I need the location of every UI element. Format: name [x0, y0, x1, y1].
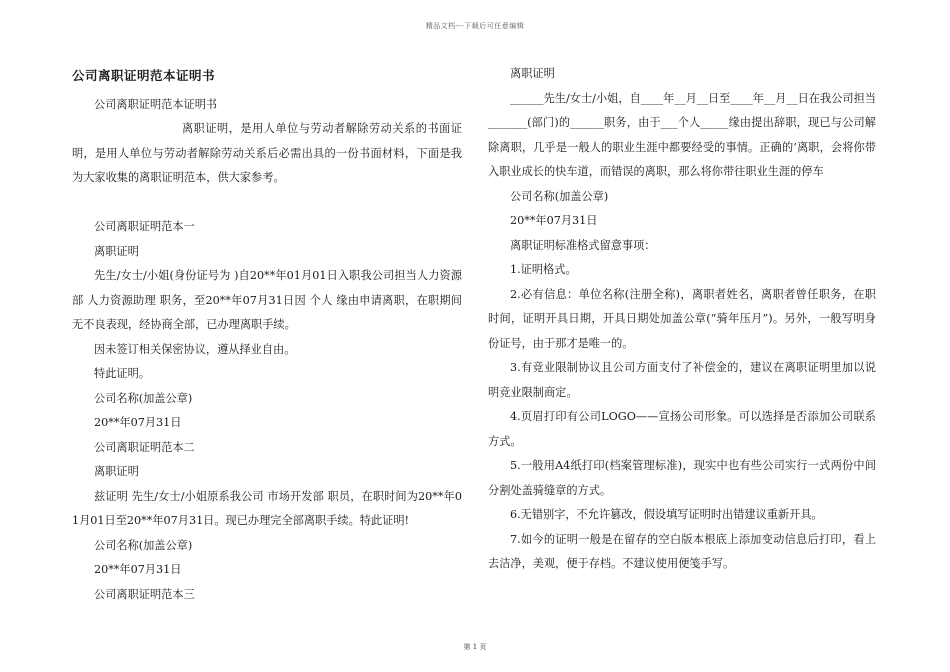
left-column: [72, 60, 462, 607]
section-2-company: 公司名称(加盖公章): [94, 538, 193, 552]
right-company: 公司名称(加盖公章): [510, 189, 609, 203]
notes-heading: 离职证明标准格式留意事项：: [510, 238, 656, 252]
note-item-3: 3.有竞业限制协议且公司方面支付了补偿金的，建议在离职证明里加以说明竞业限制商定。: [488, 361, 876, 399]
section-1-heading: 公司离职证明范本一: [94, 220, 195, 233]
page-number: 第 1 页: [463, 643, 487, 651]
section-1-company: 公司名称(加盖公章): [94, 391, 193, 405]
note-item-1: 1.证明格式。: [510, 263, 577, 276]
section-1-date: 20**年07月31日: [94, 416, 182, 429]
section-2-label: 离职证明: [94, 465, 139, 478]
section-2-body: 兹证明 先生/女士/小姐原系我公司 市场开发部 职员，在职时间为20**年01月01日至20**年07月31日。现已办理完全部离职手续。特此证明!: [72, 489, 462, 527]
note-item-6: 6.无错别字，不允许篡改，假设填写证明时出错建议重新开具。: [510, 508, 823, 521]
note-item-7: 7.如今的证明一般是在留存的空白版本根底上添加变动信息后打印，看上去洁净，美观，便于存档。不建议使用便笺手写。: [488, 532, 876, 570]
section-1-label: 离职证明: [94, 244, 139, 258]
note-item-5: 5.一般用A4纸打印(档案管理标准)，现实中也有些公司实行一式两份中间分割处盖骑缝章的方式。: [488, 459, 876, 497]
header-note: 精品文档---下载后可任意编辑: [425, 22, 525, 30]
section-1-body: 先生/女士/小姐(身份证号为 )自20**年01月01日入职我公司担当人力资源 部 人力资源助理 职务，至20**年07月31日因 个人 缘由申请离职，在职期间无不良表现，经协商全部，已办理离职手续。: [72, 269, 462, 331]
subtitle: 公司离职证明范本证明书: [94, 97, 218, 111]
section-3-heading: 公司离职证明范本三: [94, 587, 195, 601]
section-2-date: 20**年07月31日: [94, 563, 182, 576]
note-item-2: 2.必有信息：单位名称(注册全称)，离职者姓名，离职者曾任职务，在职时间，证明开具日期，开具日期处加盖公章(“骑年压月”)。另外，一般写明身份证号，由于那才是唯一的。: [488, 287, 876, 350]
section-2-heading: 公司离职证明范本二: [94, 440, 195, 454]
section-1-p3: 特此证明。: [94, 367, 150, 380]
section-1-p2: 因未签订相关保密协议，遵从择业自由。: [94, 342, 296, 356]
note-item-4: 4.页眉打印有公司LOGO——宣扬公司形象。可以选择是否添加公司联系方式。: [488, 410, 876, 448]
right-column: [488, 60, 876, 577]
right-body: ______先生/女士/小姐，自____年__月__日至____年__月__日在我公司担当_______(部门)的______职务，由于___个人_____缘由提出辞职，现已与公司解除离职，几乎是一般人的职业生涯中都要经受的事情。正确的’离职，会将你带入职业成长的快车道，而错误的离职，那么将你带往职业生涯的停车: [488, 91, 876, 178]
right-date: 20**年07月31日: [510, 214, 598, 227]
right-label: 离职证明: [510, 67, 555, 80]
intro-paragraph: 离职证明，是用人单位与劳动者解除劳动关系的书面证明，是用人单位与劳动者解除劳动关系后必需出具的一份书面材料，下面是我为大家收集的离职证明范本，供大家参考。: [72, 122, 462, 184]
page-title: 公司离职证明范本证明书: [72, 68, 216, 83]
